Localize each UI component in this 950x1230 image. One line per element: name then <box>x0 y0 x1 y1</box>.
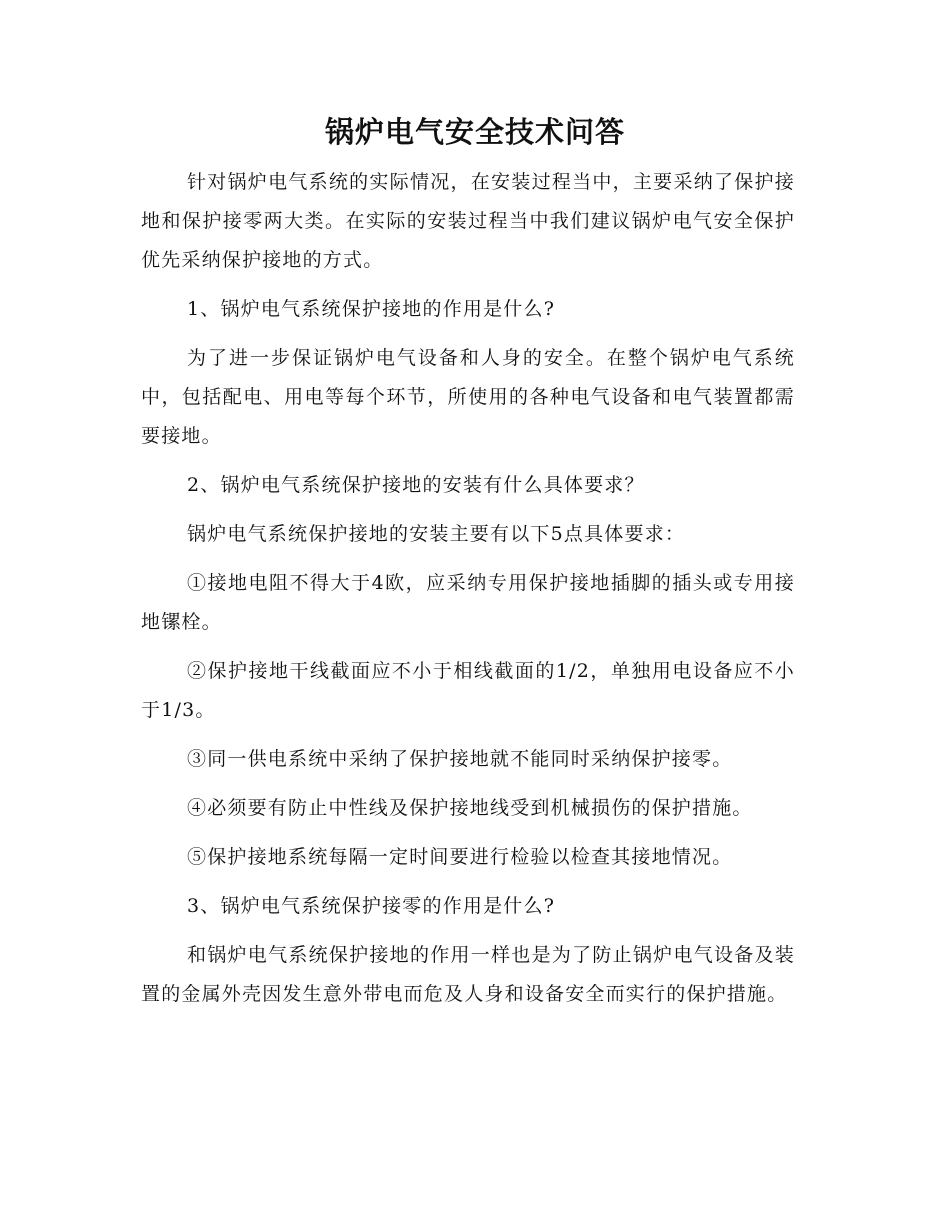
question-2: 2、锅炉电气系统保护接地的安装有什么具体要求？ <box>187 474 645 496</box>
requirement-2: ②保护接地干线截面应不小于相线截面的1/2，单独用电设备应不小于1/3。 <box>141 660 795 721</box>
document-title: 锅炉电气安全技术问答 <box>324 115 625 149</box>
requirement-1: ①接地电阻不得大于4欧，应采纳专用保护接地插脚的插头或专用接地镙栓。 <box>141 572 795 633</box>
answer-1: 为了进一步保证锅炉电气设备和人身的安全。在整个锅炉电气系统中，包括配电、用电等每个环节，所使用的各种电气设备和电气装置都需要接地。 <box>141 347 795 447</box>
requirement-3: ③同一供电系统中采纳了保护接地就不能同时采纳保护接零。 <box>187 748 733 770</box>
requirement-4: ④必须要有防止中性线及保护接地线受到机械损伤的保护措施。 <box>187 797 753 819</box>
answer-2-intro: 锅炉电气系统保护接地的安装主要有以下5点具体要求： <box>187 523 686 545</box>
answer-3: 和锅炉电气系统保护接地的作用一样也是为了防止锅炉电气设备及装置的金属外壳因发生意外带电而危及人身和设备安全而实行的保护措施。 <box>141 944 795 1005</box>
question-3: 3、锅炉电气系统保护接零的作用是什么? <box>187 895 556 917</box>
question-1: 1、锅炉电气系统保护接地的作用是什么? <box>187 298 556 320</box>
intro-paragraph: 针对锅炉电气系统的实际情况，在安装过程当中，主要采纳了保护接地和保护接零两大类。在实际的安装过程当中我们建议锅炉电气安全保护优先采纳保护接地的方式。 <box>141 171 795 271</box>
requirement-5: ⑤保护接地系统每隔一定时间要进行检验以检查其接地情况。 <box>187 846 733 868</box>
document-body <box>141 163 795 1024</box>
